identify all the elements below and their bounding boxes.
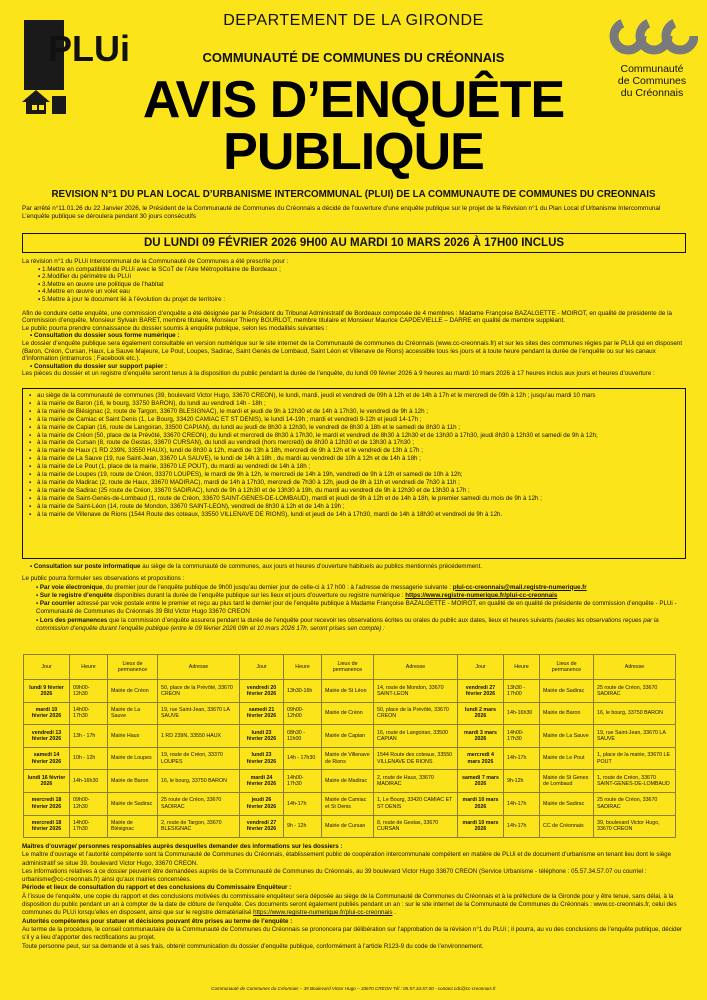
- table-cell-place: Mairie de Loupes: [108, 747, 158, 770]
- revision-item: ▪ 3.Mettre en œuvre une politique de l’habitat: [38, 281, 686, 289]
- table-cell-day: lundi 9 février 2026: [24, 680, 70, 703]
- table-cell-day: samedi 21 février 2026: [240, 702, 284, 725]
- col-header-day: Jour: [24, 655, 70, 680]
- subtitle: REVISION N°1 DU PLAN LOCAL D’URBANISME INTERCOMMUNAL (PLUI) DE LA COMMUNAUTE DE COMMUNES DU CREONNAIS: [51, 189, 656, 200]
- table-cell-place: Mairie de Villenave de Rions: [322, 747, 374, 770]
- report-text: À l’issue de l’enquête, une copie du rapport et des conclusions motivées du commissaire enquêteur sera déposée au siège de la Communauté de Communes du Créonnais et à la préfecture de la Gironde pour y être tenue, sans délai, à la disposition du public pendant un an à compter de la date de clôture de l’enquête. Ces documents seront également publiés pendant un an : sur le site internet de la Communauté de Communes du Créonnais : www.cc-creonnais.fr, celui des communes du PLUi lorsqu’elles en disposent, ainsi que sur le registre dématérialisé: [22, 892, 677, 917]
- observations-section: ▪ Consultation sur poste informatique au siège de la communauté de communes, aux jours et heures d’ouverture habituels au publics mentionnés précédemment. Le public pourra formuler ses observations et propositions : ▪ Par voie électronique, du premier jour de l’enquête publique de 9h00 jusqu’au dernier jour de celle-ci à 17 h00 : à l’adresse de messagerie suivante : plui-cc-creonnais@mail.registre-numerique.fr ▪ Sur le registre d’enquête disponibles durant la durée de l’enquête publique sur les lieux et jours d’ouverture ou registre numérique : https://www.registre-numerique.fr/plui-cc-creonnais ▪ Par courrier adressé par voie postale entre le premier et reçu au plus tard le dernier jour de l’enquête publique à Madame Françoise BAZALGETTE - MOIROT, en qualité de en qualité de présidente de commission d’enquête - PLUi - Communauté de Communes du Créonnais 39 Bld Victor Hugo 33670 CREON ▪ Lors des permanences que la commission d’enquête assurera pendant la durée de l’enquête pour recevoir les observations écrites ou orales du public aux dates, lieux et heures suivants (seules les observations reçues par la commission d’enquête durant l’enquête publique (entre le 09 février 2026 09h et 10 mars 2026 17h, seront prises sen compte) :: [22, 563, 686, 633]
- postal-heading: Consultation sur poste informatique: [33, 563, 141, 570]
- table-cell-time: 14h-17h: [504, 815, 540, 838]
- electronic-email-link[interactable]: plui-cc-creonnais@mail.registre-numerique.fr: [452, 583, 587, 591]
- page-title-line1: AVIS D’ENQUÊTE: [142, 71, 565, 129]
- table-cell-place: CC de Créonnais: [540, 815, 594, 838]
- authority-heading: Autorités compétentes pour statuer et décisions pouvant être prises au terme de l’enquête :: [22, 917, 293, 925]
- table-cell-address: 19, rue Saint-Jean, 33670 LA SAUVE: [158, 702, 240, 725]
- col-header-place: Lieux de permanence: [322, 655, 374, 680]
- location-item: ▪ à la mairie de Saint-Léon (14, route de Mondon, 33670 SAINT-LEON), vendredi de 8h30 à 12h et de 14h à 19h ;: [29, 503, 679, 511]
- table-cell-day: samedi 14 février 2026: [24, 747, 70, 770]
- location-item: ▪ à la mairie de Sadirac (25 route de Créon, 33670 SADIRAC), lundi de 9h à 12h30 et de 13h30 à 19h, du mardi au vendredi de 9h à 12h30 et de 13h30 à 17h ;: [29, 487, 679, 495]
- location-item: ▪ à la mairie de Saint-Genès-de-Lombaud (1, route de Créon, 33670 SAINT-GENES-DE-LOMBAUD), mardi et jeudi de 9h à 12h et de 14h à 18h, le premier samedi du mois de 9h à 12h ;: [29, 495, 679, 503]
- table-cell-time: 14h00-17h30: [284, 770, 322, 793]
- perm-label: Lors des permanences: [39, 616, 108, 624]
- table-cell-address: 1544 Route des coteaux, 33550 VILLENAVE DE RIONS: [374, 747, 458, 770]
- location-item: ▪ à la mairie de Haux (1 RD 239N, 33550 HAUX), lundi de 8h30 à 12h, mardi de 13h à 18h, mercredi de 9h à 12h et le vendredi de 13h à 17h ;: [29, 447, 679, 455]
- table-cell-address: 8, route de Gestas, 33670 CURSAN: [374, 815, 458, 838]
- table-cell-address: 16, route de Langoiran, 33500 CAPIAN: [374, 725, 458, 748]
- table-cell-address: 1, route de Créon, 33670 SAINT-GENES-DE-LOMBAUD: [594, 770, 676, 793]
- perm-italic: (seules les observations reçues par la commission d’enquête durant l’enquête publique (entre le 09 février 2026 09h et 10 mars 2026 17h, seront prises sen compte) :: [36, 616, 659, 633]
- intro: [22, 205, 686, 221]
- table-row: [24, 725, 676, 748]
- table-cell-time: 14h00-17h30: [70, 815, 108, 838]
- location-item: ▪ à la mairie de La Sauve (19, rue Saint-Jean, 33670 LA SAUVE), le lundi de 14h à 18h , du mardi au vendredi de 10h à 12h et de 14h à 18h ;: [29, 455, 679, 463]
- table-cell-place: Mairie de Créon: [108, 680, 158, 703]
- col-header-place: Lieux de permanence: [108, 655, 158, 680]
- table-cell-address: 25 route de Créon, 33670 SADIRAC: [158, 792, 240, 815]
- numeric-text: Le dossier d’enquête publique sera également consultable en version numérique sur le site internet de la Communauté de communes du Créonnais (www.cc-creonnais.fr) et sur les sites des communes régies par le PLUi qui en disposent (Baron, Créon, Cursan, Haux, La Sauve Majeure, Le Pout, Loupes, Sadirac, Saint Genès de Lombaud, Saint Léon et Villenave de Rions) accessible tous les jours et à toute heure pendant la durée de l’enquête ou sur les canaux d’information (intramuros ; Facebook etc.).: [22, 339, 683, 363]
- logo-line2: de Communes: [617, 75, 687, 87]
- table-cell-place: Mairie de St Genes de Lombaud: [540, 770, 594, 793]
- col-header-day: Jour: [458, 655, 504, 680]
- authority-text: Au terme de la procédure, le conseil communautaire de la Communauté de Communes du Créonnais se prononcera par délibération sur l’approbation de la révision n°1 du PLUi ; il pourra, au vu des conclusions de l’enquête publique, décider s’il y a lieu d’apporter des rectifications au projet.: [22, 925, 683, 942]
- location-item: ▪ à la mairie de Camiac et Saint Denis (1, Le Bourg, 33420 CAMIAC ET ST DENIS), le lundi 14-19h ; mardi et vendredi 9-12h et jeudi 14-17h ;: [29, 416, 679, 424]
- table-cell-place: Mairie de St Léon: [322, 680, 374, 703]
- table-cell-day: lundi 23 février 2026: [240, 747, 284, 770]
- table-cell-day: vendredi 27 février 2026: [458, 680, 504, 703]
- table-cell-place: Mairie de La Sauve: [108, 702, 158, 725]
- table-cell-day: samedi 7 mars 2026: [458, 770, 504, 793]
- table-row: [24, 770, 676, 793]
- col-header-address: Adresse: [158, 655, 240, 680]
- col-header-time: Heure: [504, 655, 540, 680]
- table-cell-place: Mairie Haux: [108, 725, 158, 748]
- date-range-box: DU LUNDI 09 FÉVRIER 2026 9H00 AU MARDI 10 MARS 2026 À 17H00 INCLUS: [22, 233, 686, 253]
- page-title-line2: PUBLIQUE: [223, 123, 484, 181]
- table-cell-day: mardi 10 mars 2026: [458, 792, 504, 815]
- postal-text: au siège de la communauté de communes, aux jours et heures d’ouverture habituels au publics mentionnés précédemment.: [142, 563, 483, 570]
- paper-heading: Consultation du dossier sur support papier :: [33, 362, 168, 370]
- location-item: ▪ à la mairie de Villenave de Rions (1544 Route des coteaux, 33550 VILLENAVE DE RIONS), lundi et jeudi de 14h à 17h30, mardi de 14h à 18h30 et vendredi de 9h à 12h.: [29, 511, 679, 519]
- table-cell-day: vendredi 27 février 2026: [240, 815, 284, 838]
- locations-box: [22, 388, 686, 559]
- electronic-text: , du premier jour de l’enquête publique de 9h00 jusqu’au dernier jour de celle-ci à 17 h00 : à l’adresse de messagerie suivante :: [102, 583, 451, 591]
- col-header-place: Lieux de permanence: [540, 655, 594, 680]
- table-cell-time: 14h-17h: [284, 792, 322, 815]
- table-cell-place: Mairie de Sadirac: [540, 792, 594, 815]
- mail-label: Par courrier: [39, 600, 76, 608]
- table-body: [24, 680, 676, 838]
- footer: Communauté de Communes du Créonnais – 39 Boulevard Victor Hugo – 33670 CRÉON Tél : 05.57.34.57.00 - contact.cdc@cc-creonnais.fr: [211, 986, 496, 991]
- table-cell-time: 10h - 12h: [70, 747, 108, 770]
- mail-text: adressé par voie postale entre le premier et reçu au plus tard le dernier jour de l’enquête publique à Madame Françoise BAZALGETTE - MOIROT, en qualité de en qualité de présidente de commission d’enquête - PLUi - Communauté de Communes du Créonnais 39 Bld Victor Hugo 33670 CREON: [36, 600, 677, 616]
- table-row: [24, 792, 676, 815]
- table-cell-day: mardi 10 mars 2026: [458, 815, 504, 838]
- col-header-day: Jour: [240, 655, 284, 680]
- owner-heading: Maîtres d’ouvrage/ personnes responsables auprès desquelles demander des informations sur les dossiers :: [22, 843, 343, 850]
- table-cell-time: 9h-12h: [504, 770, 540, 793]
- table-cell-day: vendredi 20 février 2026: [240, 680, 284, 703]
- table-cell-day: lundi 23 février 2026: [240, 725, 284, 748]
- table-cell-day: vendredi 13 février 2026: [24, 725, 70, 748]
- logo-line1: Communauté: [620, 63, 684, 75]
- table-cell-day: mercredi 18 février 2026: [24, 792, 70, 815]
- table-cell-day: mardi 3 mars 2026: [458, 725, 504, 748]
- table-cell-place: Mairie de Baron: [540, 702, 594, 725]
- table-cell-address: 25 route de Créon, 33670 SADIRAC: [594, 792, 676, 815]
- table-cell-time: 13h - 17h: [70, 725, 108, 748]
- revision-list: [22, 266, 686, 304]
- revision-lead: La révision n°1 du PLUi Intercommunal de la Communauté de Communes a été prescrite pour :: [22, 258, 289, 265]
- table-cell-place: Mairie de Madirac: [322, 770, 374, 793]
- location-item: ▪ au siège de la communauté de communes (39, boulevard Victor Hugo, 33670 CREON), le lundi, mardi, jeudi et vendredi de 09h à 12h et de 14h à 17h et le mercredi de 09h à 12h ; jusqu’au mardi 10 mars: [29, 392, 679, 400]
- table-cell-place: Mairie de Sadirac: [108, 792, 158, 815]
- table-cell-place: Mairie de La Sauve: [540, 725, 594, 748]
- table-cell-address: 1 RD 239N, 33550 HAUX: [158, 725, 240, 748]
- table-cell-address: 16, le bourg, 33750 BARON: [158, 770, 240, 793]
- table-cell-day: lundi 2 mars 2026: [458, 702, 504, 725]
- table-cell-time: 14h-17h: [504, 792, 540, 815]
- table-cell-time: 08h30 - 11h00: [284, 725, 322, 748]
- table-cell-day: mercredi 4 mars 2026: [458, 747, 504, 770]
- plui-logo-text: PLUi: [48, 28, 131, 69]
- table-cell-day: mercredi 18 février 2026: [24, 815, 70, 838]
- table-cell-time: 13h30-16h: [284, 680, 322, 703]
- public-info: Le public pourra prendre connaissance du dossier soumis à enquête publique, selon les modalités suivantes :: [22, 324, 328, 332]
- table-cell-place: Mairie de Baron: [108, 770, 158, 793]
- table-cell-place: Mairie de Cursan: [322, 815, 374, 838]
- perm-text: que la commission d’enquête assurera pendant la durée de l’enquête pour recevoir les observations écrites ou orales du public aux dates, lieux et heures suivants: [109, 616, 554, 624]
- location-item: ▪ à la mairie de Loupes (19, route de Créon, 33370 LOUPES), le mardi de 9h à 12h, le mercredi de 14h à 19h, vendredi de 9h à 12h et samedi de 10h à 12h;: [29, 471, 679, 479]
- table-cell-address: 16, le bourg, 33750 BARON: [594, 702, 676, 725]
- table-cell-time: 14h00-17h30: [504, 725, 540, 748]
- paper-text: Les pièces du dossier et un registre d’enquête seront tenus à la disposition du public pendant la durée de l’enquête, du lundi 09 février 2026 à 9 heures au mardi 10 mars 2026 à 17 heures inclus aux jours et heures d’ouverture :: [22, 370, 655, 378]
- table-cell-day: mardi 10 février 2026: [24, 702, 70, 725]
- table-cell-address: 2, route de Haux, 33670 MADIRAC: [374, 770, 458, 793]
- table-cell-time: 09h00-12h00: [284, 702, 322, 725]
- table-cell-address: 25 route de Créon, 33670 SADIRAC: [594, 680, 676, 703]
- location-item: ▪ à la mairie de Créon (50, place de la Prévôté, 33670 CREON), du lundi et mercredi de 8h30 à 17h30, le mardi et vendredi de 8h30 à 12h30 et de 13h30 à 17h30, jeudi 8h30 à 12h30 et samedi de 9h à 12h;: [29, 432, 679, 440]
- register-link[interactable]: https://www.registre-numerique.fr/plui-cc-creonnais: [405, 591, 558, 599]
- table-row: [24, 680, 676, 703]
- table-cell-address: 39, boulevard Victor Hugo, 33670 CREON: [594, 815, 676, 838]
- table-cell-time: 14h-16h30: [70, 770, 108, 793]
- table-cell-day: jeudi 26 février 2026: [240, 792, 284, 815]
- location-item: ▪ à la mairie de Blésignac (2, route de Targon, 33670 BLESIGNAC), le mardi et jeudi de 9h à 12h30 et de 14h à 17h30, le vendredi de 9h à 12h ;: [29, 408, 679, 416]
- col-header-address: Adresse: [594, 655, 676, 680]
- table-cell-address: 1, place de la mairie, 33670 LE POUT: [594, 747, 676, 770]
- revision-section: [22, 258, 686, 378]
- register-label: Sur le registre d’enquête: [39, 591, 113, 599]
- report-heading: Période et lieux de consultation du rapport et des conclusions du Commissaire Enquêteur :: [22, 884, 292, 892]
- report-link[interactable]: https://www.registre-numerique.fr/plui-cc-creonnais: [253, 909, 393, 917]
- table-cell-place: Mairie de Sadirac: [540, 680, 594, 703]
- col-header-time: Heure: [284, 655, 322, 680]
- table-cell-time: 14h-17h: [504, 747, 540, 770]
- table-cell-address: 50, place de la Prévôté, 33670 CREON: [158, 680, 240, 703]
- revision-item: ▪ 5.Mettre à jour le document lié à l’évolution du projet de territoire :: [38, 296, 686, 304]
- table-cell-address: 19, rue Saint-Jean, 33670 LA SAUVE: [594, 725, 676, 748]
- table-cell-day: lundi 16 février 2026: [24, 770, 70, 793]
- commission-text: Afin de conduire cette enquête, une commission d’enquête a été désignée par le Président du Tribunal Administratif de Bordeaux composée de 4 membres : Madame Françoise BAZALGETTE - MOIROT, en qualité de présidente de la Commission d’enquête, Monsieur Sylvain BARET, membre titulaire, Monsieur Thierry BOURLOT, membre titulaire et Monsieur Maurice CAPDEVIELLE – DARRE en qualité de membre suppléant.: [22, 309, 672, 325]
- table-row: [24, 747, 676, 770]
- request-text: Toute personne peut, sur sa demande et à ses frais, obtenir communication du dossier d’enquête publique, conformément à l’article R123-9 du code de l’environnement.: [22, 942, 484, 950]
- department-heading: DEPARTEMENT DE LA GIRONDE: [223, 12, 484, 29]
- table-cell-time: 13h30 - 17h00: [504, 680, 540, 703]
- table-cell-place: Mairie de Camiac et St Denis: [322, 792, 374, 815]
- revision-item: ▪ 2.Modifier du périmètre du PLUi: [38, 273, 686, 281]
- intro-decree: Par arrêté n°11.01.26 du 22 Janvier 2026, le Président de la Communauté de Communes du Créonnais a décidé de l’ouverture d’une enquête publique sur le projet de la Révision n°1 du Plan Local d’Urbanisme Intercommunal: [22, 205, 661, 212]
- revision-item: ▪ 4.Mettre en œuvre un volet eau: [38, 288, 686, 296]
- table-cell-time: 14h00-17h30: [70, 702, 108, 725]
- table-cell-address: 50, place de la Prévôté, 33670 CREON: [374, 702, 458, 725]
- location-item: ▪ à la mairie de Baron (16, le bourg, 33750 BARON), du lundi au vendredi 14h - 18h ;: [29, 400, 679, 408]
- table-row: [24, 702, 676, 725]
- intro-duration: L’enquête publique se déroulera pendant 30 jours consécutifs: [22, 213, 197, 221]
- table-cell-place: Mairie de Blésignac: [108, 815, 158, 838]
- electronic-label: Par voie électronique: [39, 583, 103, 591]
- table-cell-time: 14h - 17h30: [284, 747, 322, 770]
- revision-item: ▪ 1.Mettre en compatibilité du PLUi avec le SCoT de l’Aire Métropolitaine de Bordeaux ;: [38, 266, 686, 274]
- observations-lead: Le public pourra formuler ses observations et propositions :: [22, 575, 185, 583]
- table-cell-place: Mairie de Créon: [322, 702, 374, 725]
- register-text: disponibles durant la durée de l’enquête publique sur les lieux et jours d’ouverture ou registre numérique :: [114, 591, 404, 599]
- col-header-time: Heure: [70, 655, 108, 680]
- location-item: ▪ à la mairie de Capian (16, route de Langoiran, 33500 CAPIAN), du lundi au jeudi de 8h30 à 12h30, le vendredi de 8h30 à 18h et le samedi de 8h30 à 11h ;: [29, 424, 679, 432]
- table-cell-time: 14h-16h30: [504, 702, 540, 725]
- table-cell-time: 9h - 12h: [284, 815, 322, 838]
- table-header-row: [24, 655, 676, 680]
- location-item: ▪ à la mairie de Cursan (8, route de Gestas, 33670 CURSAN), du lundi au vendredi (hors mercredi) de 8h30 à 12h30 et de 13h30 à 17h30 ;: [29, 439, 679, 447]
- table-row: [24, 815, 676, 838]
- owner-text: Le maître d’ouvrage et l’autorité compétente sont la Communauté de Communes du Créonnais, établissement public de coopération intercommunale compétent en matière de PLUi et de document d’urbanisme en tenant lieu dont le siège administratif se situe 39, boulevard Victor Hugo, 33670 CREON.: [22, 851, 672, 867]
- table-cell-address: 19, route de Créon, 33370 LOUPES: [158, 747, 240, 770]
- table-cell-time: 09h00-12h30: [70, 680, 108, 703]
- table-cell-time: 09h00-12h30: [70, 792, 108, 815]
- permanence-table: [23, 654, 676, 838]
- table-cell-place: Mairie de Capian: [322, 725, 374, 748]
- table-cell-place: Mairie de Le Pout: [540, 747, 594, 770]
- table-cell-day: mardi 24 février 2026: [240, 770, 284, 793]
- table-cell-address: 1, Le Bourg, 33420 CAMIAC ET ST DENIS: [374, 792, 458, 815]
- community-heading: COMMUNAUTÉ DE COMMUNES DU CRÉONNAIS: [202, 50, 505, 65]
- location-item: ▪ à la mairie de Madirac (2, route de Haux, 33670 MADIRAC), mardi de 14h à 17h30, mercredi de 7h30 à 12h, jeudi de 8h à 11h et vendredi de 7h30 à 11h ;: [29, 479, 679, 487]
- closing-section: Maîtres d’ouvrage/ personnes responsables auprès desquelles demander des informations sur les dossiers : Le maître d’ouvrage et l’autorité compétente sont la Communauté de Communes du Créonnais, établissement public de coopération intercommunale compétent en matière de PLUi et de document d’urbanisme en tenant lieu dont le siège administratif se situe 39, boulevard Victor Hugo, 33670 CREON. Les informations relatives à ce dossier peuvent être demandées auprès de la Communauté de Communes du Créonnais, au 39 boulevard Victor Hugo 33670 CREON (Service Urbanisme - téléphone : 05.57.34.57.07 ou courriel : urbanisme@cc-creonnais.fr) ainsi qu’aux mairies concernées. Période et lieux de consultation du rapport et des conclusions du Commissaire Enquêteur : À l’issue de l’enquête, une copie du rapport et des conclusions motivées du commissaire enquêteur sera déposée au siège de la Communauté de Communes du Créonnais et à la préfecture de la Gironde pour y être tenue, sans délai, à la disposition du public pendant un an à compter de la date de clôture de l’enquête. Ces documents seront également publiés pendant un an : sur le site internet de la Communauté de Communes du Créonnais : www.cc-creonnais.fr, celui des communes du PLUi lorsqu’elles en disposent, ainsi que sur le registre dématérialisé https://www.registre-numerique.fr/plui-cc-creonnais . Autorités compétentes pour statuer et décisions pouvant être prises au terme de l’enquête : Au terme de la procédure, le conseil communautaire de la Communauté de Communes du Créonnais se prononcera par délibération sur l’approbation de la révision n°1 du PLUi ; il pourra, au vu des conclusions de l’enquête publique, décider s’il y a lieu d’apporter des rectifications au projet. Toute personne peut, sur sa demande et à ses frais, obtenir communication du dossier d’enquête publique, conformément à l’article R123-9 du code de l’environnement.: [22, 843, 686, 951]
- table-cell-address: 2, route de Targon, 33670 BLESIGNAC: [158, 815, 240, 838]
- location-item: ▪ à la mairie de Le Pout (1, place de la mairie, 33670 LE POUT), du mardi au vendredi de 14h à 18h ;: [29, 463, 679, 471]
- logo-line3: du Créonnais: [620, 87, 684, 99]
- table-cell-address: 14, route de Mondon, 33670 SAINT-LEON: [374, 680, 458, 703]
- info-text: Les informations relatives à ce dossier peuvent être demandées auprès de la Communauté de Communes du Créonnais, au 39 boulevard Victor Hugo 33670 CREON (Service Urbanisme - téléphone : 05.57.34.57.07 ou courriel : urbanisme@cc-creonnais.fr) ainsi qu’aux mairies concernées.: [22, 867, 647, 884]
- numeric-heading: Consultation du dossier sous forme numérique :: [33, 332, 180, 340]
- col-header-address: Adresse: [374, 655, 458, 680]
